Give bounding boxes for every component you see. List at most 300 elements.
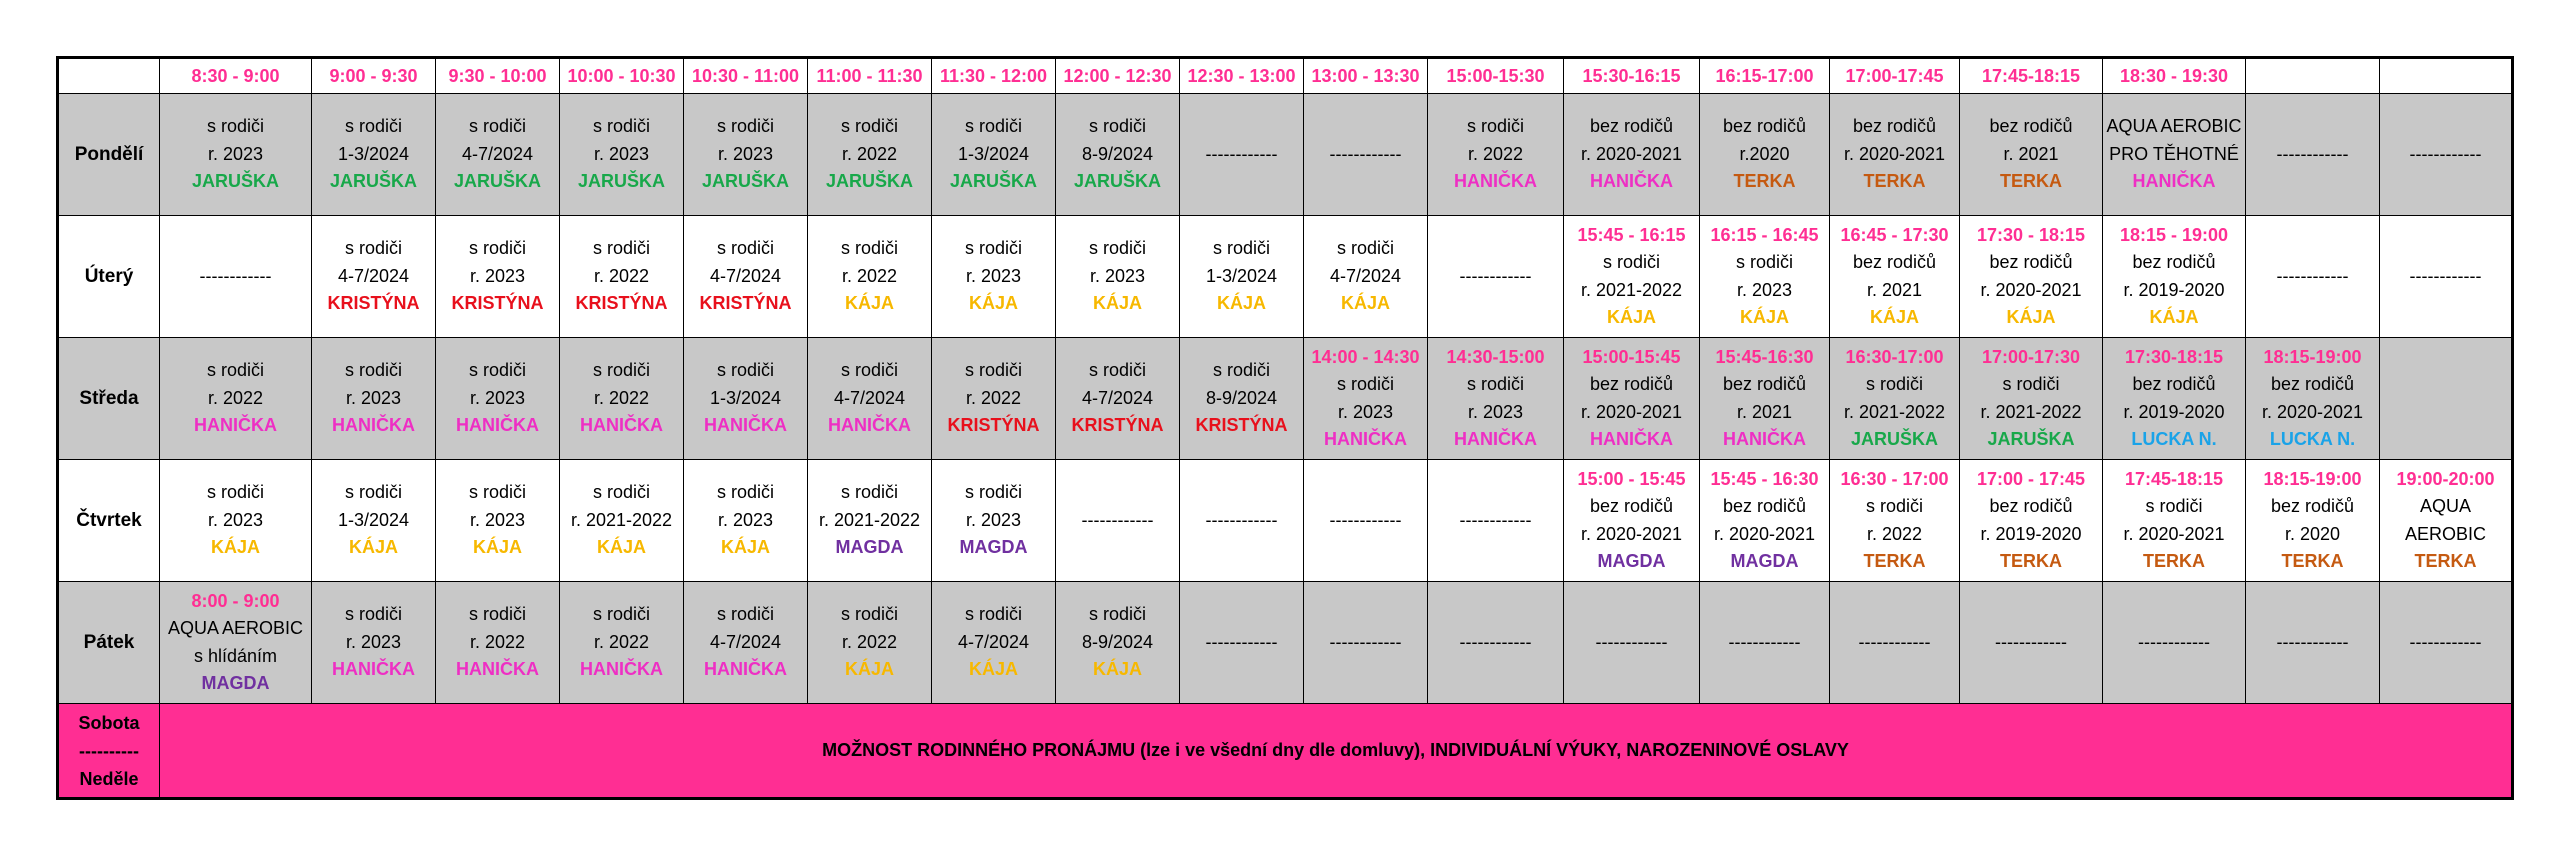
lesson-line: r. 2021	[1866, 279, 1923, 300]
lesson-line: 1-3/2024	[709, 387, 782, 408]
lesson-cell	[312, 94, 436, 216]
empty-slot-dashes: ------------	[1081, 509, 1154, 530]
empty-slot-dashes: ------------	[1205, 631, 1278, 652]
lesson-time: 18:15 - 19:00	[2119, 224, 2229, 245]
lesson-line: 4-7/2024	[337, 265, 410, 286]
lesson-line: r. 2019-2020	[2123, 401, 2225, 422]
day-label: Úterý	[58, 216, 160, 338]
lesson-line: s rodiči	[840, 482, 898, 503]
lesson-line: r. 2020-2021	[2261, 401, 2364, 422]
lesson-line: r. 2022	[469, 631, 526, 652]
instructor-name: KRISTÝNA	[575, 293, 668, 314]
lesson-line: s rodiči	[344, 116, 402, 137]
lesson-cell	[1564, 460, 1700, 582]
lesson-line: r. 2022	[1467, 143, 1524, 164]
instructor-name: KÁJA	[1216, 293, 1266, 314]
time-slot-header: 10:30 - 11:00	[684, 58, 808, 94]
lesson-cell	[2103, 216, 2246, 338]
time-slot-header	[2246, 58, 2380, 94]
lesson-cell	[2380, 460, 2513, 582]
empty-slot-dashes: ------------	[2138, 631, 2210, 652]
instructor-name: TERKA	[2000, 551, 2062, 571]
lesson-line: s rodiči	[840, 116, 898, 137]
lesson-line: AQUA AEROBIC	[2106, 116, 2242, 137]
instructor-name: HANIČKA	[1590, 429, 1673, 449]
empty-slot-dashes: ------------	[2409, 143, 2482, 164]
lesson-cell	[1960, 460, 2103, 582]
instructor-name: HANIČKA	[1590, 171, 1673, 192]
lesson-cell	[2246, 460, 2380, 582]
lesson-line: s rodiči	[716, 238, 774, 259]
instructor-name: JARUŠKA	[825, 171, 913, 192]
day-label: Pondělí	[58, 94, 160, 216]
lesson-line: s rodiči	[592, 116, 650, 137]
lesson-cell	[1700, 94, 1830, 216]
lesson-line: r. 2022	[965, 387, 1022, 408]
lesson-cell	[2246, 216, 2380, 338]
empty-slot-dashes: ------------	[1995, 631, 2067, 652]
lesson-line: s rodiči	[1088, 238, 1146, 259]
empty-slot-dashes: ------------	[2409, 265, 2482, 286]
lesson-time: 17:30-18:15	[2124, 346, 2224, 367]
instructor-name: KRISTÝNA	[1195, 415, 1288, 436]
time-slot-header: 8:30 - 9:00	[160, 58, 312, 94]
lesson-line: r. 2020	[2284, 523, 2341, 544]
lesson-line: s rodiči	[716, 482, 774, 503]
instructor-name: TERKA	[2281, 551, 2344, 571]
lesson-line: s rodiči	[206, 360, 264, 381]
empty-slot-dashes: ------------	[1329, 509, 1402, 530]
day-label: Pátek	[58, 582, 160, 704]
lesson-line: bez rodičů	[1589, 496, 1674, 516]
lesson-line: 1-3/2024	[957, 143, 1030, 164]
lesson-line: r. 2023	[345, 631, 402, 652]
empty-slot-dashes: ------------	[1728, 631, 1801, 652]
instructor-name: MAGDA	[835, 537, 904, 558]
schedule-table	[56, 56, 2514, 800]
lesson-cell	[2380, 582, 2513, 704]
instructor-name: KÁJA	[596, 537, 646, 558]
instructor-name: HANIČKA	[2132, 171, 2216, 192]
lesson-cell	[1830, 460, 1960, 582]
lesson-cell	[1830, 94, 1960, 216]
lesson-cell	[436, 216, 560, 338]
lesson-cell	[1960, 216, 2103, 338]
lesson-cell	[312, 460, 436, 582]
lesson-cell	[1960, 338, 2103, 460]
weekend-row	[58, 704, 2513, 799]
day-row	[58, 216, 2513, 338]
instructor-name: HANIČKA	[456, 415, 539, 436]
instructor-name: HANIČKA	[1454, 171, 1537, 192]
lesson-cell	[2103, 460, 2246, 582]
lesson-cell	[1700, 216, 1830, 338]
lesson-cell	[2246, 338, 2380, 460]
lesson-cell	[1304, 216, 1428, 338]
lesson-line: s rodiči	[716, 604, 774, 625]
lesson-cell	[684, 216, 808, 338]
instructor-name: KÁJA	[1869, 307, 1919, 327]
lesson-cell	[1304, 94, 1428, 216]
lesson-cell	[2103, 94, 2246, 216]
empty-slot-dashes: ------------	[1858, 631, 1931, 652]
lesson-line: r. 2021	[2003, 143, 2059, 164]
instructor-name: KRISTÝNA	[1071, 415, 1164, 436]
lesson-cell	[1830, 338, 1960, 460]
lesson-line: r. 2022	[841, 143, 898, 164]
empty-slot-dashes: ------------	[2276, 631, 2349, 652]
lesson-line: r. 2021-2022	[818, 509, 921, 530]
lesson-cell	[1428, 216, 1564, 338]
lesson-line: r. 2020-2021	[1713, 523, 1816, 544]
lesson-time: 18:15-19:00	[2263, 468, 2362, 489]
lesson-cell	[1180, 582, 1304, 704]
lesson-line: bez rodičů	[2270, 496, 2355, 516]
instructor-name: TERKA	[1863, 171, 1926, 192]
instructor-name: KÁJA	[844, 659, 894, 680]
weekend-day-label: Neděle	[79, 768, 139, 789]
lesson-line: r. 2023	[207, 143, 264, 164]
lesson-line: s rodiči	[592, 604, 650, 625]
lesson-cell	[1180, 338, 1304, 460]
lesson-cell	[1700, 582, 1830, 704]
instructor-name: TERKA	[2414, 551, 2477, 571]
lesson-line: bez rodičů	[2270, 374, 2355, 394]
instructor-name: JARUŠKA	[577, 171, 665, 192]
lesson-line: r. 2023	[1467, 401, 1524, 422]
instructor-name: JARUŠKA	[191, 171, 279, 192]
lesson-line: bez rodičů	[1722, 496, 1807, 516]
day-label: Středa	[58, 338, 160, 460]
instructor-name: KRISTÝNA	[947, 415, 1040, 436]
lesson-cell	[1564, 338, 1700, 460]
time-slot-header: 11:30 - 12:00	[932, 58, 1056, 94]
lesson-time: 16:30-17:00	[1845, 346, 1944, 367]
lesson-cell	[1056, 460, 1180, 582]
lesson-line: s rodiči	[1212, 360, 1270, 381]
lesson-line: r. 2020-2021	[2123, 523, 2225, 544]
lesson-time: 17:00-17:30	[1981, 346, 2081, 367]
lesson-cell	[684, 582, 808, 704]
lesson-line: 4-7/2024	[833, 387, 906, 408]
lesson-line: r. 2023	[1337, 401, 1394, 422]
time-slot-header: 11:00 - 11:30	[808, 58, 932, 94]
lesson-cell	[1304, 460, 1428, 582]
empty-slot-dashes: ------------	[1329, 631, 1402, 652]
lesson-line: r. 2022	[593, 387, 650, 408]
lesson-cell	[560, 460, 684, 582]
lesson-cell	[932, 460, 1056, 582]
instructor-name: KÁJA	[844, 293, 894, 314]
time-slot-header: 15:00-15:30	[1428, 58, 1564, 94]
lesson-line: s hlídáním	[193, 645, 278, 666]
lesson-time: 15:00-15:45	[1582, 346, 1681, 367]
lesson-cell	[1180, 216, 1304, 338]
lesson-cell	[1056, 338, 1180, 460]
lesson-line: AQUA	[2419, 496, 2471, 516]
lesson-cell	[1700, 338, 1830, 460]
lesson-cell	[2103, 338, 2246, 460]
lesson-line: bez rodičů	[1852, 252, 1937, 272]
lesson-cell	[932, 338, 1056, 460]
lesson-line: 1-3/2024	[1205, 265, 1278, 286]
lesson-cell	[684, 460, 808, 582]
lesson-cell	[1700, 460, 1830, 582]
empty-slot-dashes: ------------	[2276, 265, 2349, 286]
time-slot-header: 15:30-16:15	[1564, 58, 1700, 94]
lesson-line: s rodiči	[592, 238, 650, 259]
lesson-line: r. 2022	[841, 631, 898, 652]
lesson-line: bez rodičů	[1989, 252, 2073, 272]
lesson-cell	[932, 582, 1056, 704]
lesson-cell	[1564, 582, 1700, 704]
lesson-line: r. 2023	[965, 509, 1022, 530]
lesson-time: 15:45-16:30	[1715, 346, 1814, 367]
instructor-name: KÁJA	[1606, 307, 1656, 327]
lesson-line: s rodiči	[964, 482, 1022, 503]
lesson-cell	[436, 460, 560, 582]
lesson-cell	[560, 338, 684, 460]
lesson-line: r.2020	[1739, 143, 1790, 164]
lesson-line: PRO TĚHOTNÉ	[2109, 143, 2239, 164]
lesson-time: 15:45 - 16:15	[1577, 224, 1686, 245]
lesson-line: s rodiči	[964, 604, 1022, 625]
instructor-name: HANIČKA	[580, 659, 663, 680]
instructor-name: JARUŠKA	[329, 171, 417, 192]
instructor-name: HANIČKA	[332, 415, 415, 436]
instructor-name: MAGDA	[959, 537, 1028, 558]
lesson-line: s rodiči	[1212, 238, 1270, 259]
lesson-cell	[1564, 94, 1700, 216]
instructor-name: HANIČKA	[1723, 429, 1806, 449]
lesson-time: 16:45 - 17:30	[1840, 224, 1949, 245]
lesson-cell	[684, 94, 808, 216]
day-row	[58, 94, 2513, 216]
lesson-cell	[312, 216, 436, 338]
instructor-name: MAGDA	[201, 673, 270, 693]
lesson-time: 17:00 - 17:45	[1976, 468, 2086, 489]
lesson-line: 8-9/2024	[1081, 143, 1154, 164]
empty-slot-dashes: ------------	[1205, 509, 1278, 530]
instructor-name: KÁJA	[348, 537, 398, 558]
lesson-line: r. 2020-2021	[1580, 523, 1683, 544]
lesson-cell	[1304, 338, 1428, 460]
lesson-line: s rodiči	[1602, 252, 1660, 272]
instructor-name: JARUŠKA	[949, 171, 1037, 192]
lesson-line: s rodiči	[840, 360, 898, 381]
time-slot-header: 12:00 - 12:30	[1056, 58, 1180, 94]
lesson-cell	[436, 338, 560, 460]
instructor-name: TERKA	[2000, 171, 2062, 192]
lesson-line: r. 2020-2021	[1580, 401, 1683, 422]
instructor-name: JARUŠKA	[701, 171, 789, 192]
time-slot-header	[2380, 58, 2513, 94]
lesson-line: bez rodičů	[1589, 374, 1674, 394]
lesson-cell	[684, 338, 808, 460]
lesson-cell	[436, 582, 560, 704]
lesson-line: s rodiči	[468, 482, 526, 503]
lesson-line: AEROBIC	[2404, 523, 2487, 544]
instructor-name: MAGDA	[1730, 551, 1799, 571]
lesson-time: 17:45-18:15	[2124, 468, 2224, 489]
instructor-name: HANIČKA	[580, 415, 663, 436]
empty-slot-dashes: ------------	[199, 265, 272, 286]
lesson-time: 16:15 - 16:45	[1710, 224, 1819, 245]
lesson-cell	[160, 338, 312, 460]
instructor-name: HANIČKA	[1454, 429, 1537, 449]
instructor-name: KRISTÝNA	[699, 293, 792, 314]
empty-slot-dashes: ------------	[1595, 631, 1668, 652]
lesson-line: s rodiči	[840, 238, 898, 259]
lesson-line: r. 2023	[345, 387, 402, 408]
lesson-time: 15:00 - 15:45	[1577, 468, 1686, 489]
lesson-line: r. 2022	[593, 265, 650, 286]
lesson-time: 18:15-19:00	[2263, 346, 2362, 367]
lesson-cell	[160, 582, 312, 704]
lesson-line: r. 2023	[207, 509, 264, 530]
lesson-line: s rodiči	[1466, 116, 1524, 137]
lesson-line: bez rodičů	[1589, 116, 1674, 137]
instructor-name: KÁJA	[968, 293, 1018, 314]
empty-slot-dashes: ------------	[1205, 143, 1278, 164]
empty-slot-dashes: ------------	[1459, 631, 1532, 652]
empty-slot-dashes: ------------	[2276, 143, 2349, 164]
lesson-cell	[2380, 94, 2513, 216]
lesson-line: r. 2020-2021	[1980, 279, 2082, 300]
lesson-line: s rodiči	[206, 482, 264, 503]
lesson-cell	[932, 94, 1056, 216]
lesson-line: 4-7/2024	[709, 265, 782, 286]
instructor-name: LUCKA N.	[2269, 429, 2356, 449]
instructor-name: KÁJA	[1092, 659, 1142, 680]
empty-slot-dashes: ------------	[2409, 631, 2482, 652]
lesson-cell	[160, 216, 312, 338]
lesson-line: s rodiči	[1865, 496, 1923, 516]
instructor-name: TERKA	[1863, 551, 1926, 571]
lesson-line: s rodiči	[1088, 116, 1146, 137]
lesson-line: s rodiči	[206, 116, 264, 137]
lesson-line: r. 2023	[717, 509, 774, 530]
lesson-line: s rodiči	[1735, 252, 1793, 272]
instructor-name: HANIČKA	[456, 659, 539, 680]
instructor-name: JARUŠKA	[1073, 171, 1161, 192]
lesson-cell	[1056, 582, 1180, 704]
lesson-cell	[560, 582, 684, 704]
lesson-line: r. 2023	[469, 265, 526, 286]
empty-slot-dashes: ------------	[1459, 265, 1532, 286]
lesson-line: s rodiči	[964, 116, 1022, 137]
lesson-time: 16:30 - 17:00	[1840, 468, 1949, 489]
instructor-name: JARUŠKA	[1987, 429, 2075, 449]
lesson-line: s rodiči	[1466, 374, 1524, 394]
lesson-line: s rodiči	[1088, 604, 1146, 625]
time-slot-header: 9:30 - 10:00	[436, 58, 560, 94]
lesson-line: 4-7/2024	[709, 631, 782, 652]
lesson-cell	[1056, 94, 1180, 216]
lesson-line: r. 2023	[1736, 279, 1793, 300]
weekend-day-label: Sobota	[78, 712, 140, 733]
lesson-line: s rodiči	[716, 116, 774, 137]
instructor-name: KÁJA	[1739, 307, 1789, 327]
lesson-cell	[160, 460, 312, 582]
empty-slot-dashes: ------------	[1329, 143, 1402, 164]
lesson-line: s rodiči	[716, 360, 774, 381]
lesson-cell	[808, 94, 932, 216]
lesson-line: bez rodičů	[1989, 496, 2073, 516]
instructor-name: TERKA	[1733, 171, 1796, 192]
lesson-line: r. 2021-2022	[1580, 279, 1683, 300]
lesson-line: s rodiči	[964, 360, 1022, 381]
lesson-line: s rodiči	[592, 360, 650, 381]
day-row	[58, 582, 2513, 704]
lesson-cell	[1564, 216, 1700, 338]
lesson-line: r. 2023	[717, 143, 774, 164]
lesson-line: 4-7/2024	[957, 631, 1030, 652]
lesson-line: 1-3/2024	[337, 509, 410, 530]
lesson-cell	[1180, 94, 1304, 216]
lesson-line: r. 2021	[1736, 401, 1793, 422]
lesson-cell	[1428, 338, 1564, 460]
lesson-time: 19:00-20:00	[2396, 468, 2495, 489]
lesson-line: r. 2020-2021	[1843, 143, 1946, 164]
lesson-line: bez rodičů	[1989, 116, 2073, 137]
lesson-line: bez rodičů	[1722, 116, 1807, 137]
lesson-line: s rodiči	[2002, 374, 2060, 394]
lesson-line: r. 2021-2022	[570, 509, 673, 530]
instructor-name: HANIČKA	[332, 659, 415, 680]
lesson-time: 17:30 - 18:15	[1976, 224, 2086, 245]
lesson-time: 14:00 - 14:30	[1311, 346, 1420, 367]
lesson-line: s rodiči	[964, 238, 1022, 259]
lesson-line: s rodiči	[344, 604, 402, 625]
instructor-name: KÁJA	[472, 537, 522, 558]
instructor-name: KRISTÝNA	[327, 293, 420, 314]
lesson-line: s rodiči	[344, 482, 402, 503]
lesson-line: bez rodičů	[1722, 374, 1807, 394]
lesson-line: s rodiči	[1865, 374, 1923, 394]
lesson-line: r. 2021-2022	[1843, 401, 1946, 422]
time-slot-header: 10:00 - 10:30	[560, 58, 684, 94]
lesson-cell	[1960, 582, 2103, 704]
lesson-time: 8:00 - 9:00	[191, 590, 280, 611]
lesson-line: r. 2022	[841, 265, 898, 286]
lesson-line: s rodiči	[468, 360, 526, 381]
lesson-line: 4-7/2024	[461, 143, 534, 164]
empty-slot-dashes: ------------	[1459, 509, 1532, 530]
day-row	[58, 460, 2513, 582]
time-slot-header: 16:15-17:00	[1700, 58, 1830, 94]
instructor-name: KÁJA	[210, 537, 260, 558]
lesson-line: s rodiči	[2145, 496, 2203, 516]
lesson-cell	[1056, 216, 1180, 338]
lesson-cell	[808, 216, 932, 338]
lesson-line: s rodiči	[1336, 374, 1394, 394]
lesson-cell	[560, 216, 684, 338]
lesson-cell	[808, 338, 932, 460]
lesson-line: bez rodičů	[2132, 252, 2216, 272]
lesson-cell	[312, 338, 436, 460]
lesson-line: r. 2023	[593, 143, 650, 164]
lesson-line: AQUA AEROBIC	[167, 618, 304, 638]
lesson-cell	[808, 582, 932, 704]
time-header-row	[58, 58, 2513, 94]
lesson-line: s rodiči	[468, 604, 526, 625]
lesson-cell	[160, 94, 312, 216]
lesson-line: r. 2021-2022	[1980, 401, 2082, 422]
corner-cell	[58, 58, 160, 94]
instructor-name: HANIČKA	[704, 415, 787, 436]
lesson-cell	[560, 94, 684, 216]
